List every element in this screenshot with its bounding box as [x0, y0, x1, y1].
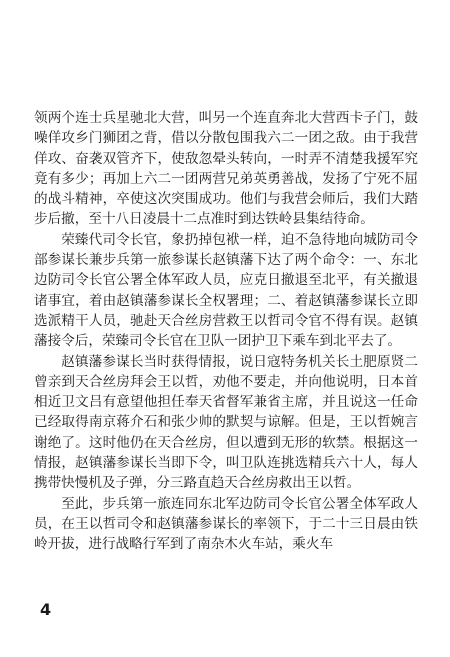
paragraph-2: 荣臻代司令长官，象扔掉包袱一样，迫不急待地向城防司令部参谋长兼步兵第一旅参谋长赵镇藩下达了两个命令：一、东北边防司令长官公署全体军政人员，应克日撤退至北平，有关撤退诸事宜，着由赵镇藩参谋长全权署理；二、着赵镇藩参谋长立即选派精干人员，驰赴天合丝房营救王以哲司令官不得有误。赵镇藩接令后，荣臻司令长官在卫队一团护卫下乘车到北平去了。 [34, 231, 418, 350]
paragraph-4: 至此，步兵第一旅连同东北军边防司令长官公署全体军政人员，在王以哲司令和赵镇藩参谋长的率领下，于二十三日晨由铁岭开拔，进行战略行军到了南杂木火车站，乘火车 [34, 495, 418, 553]
paragraph-1: 领两个连士兵星驰北大营，叫另一个连直奔北大营西卡子门，鼓噪佯攻乡门狮团之背，借以分散包围我六二一团之敌。由于我营佯攻、奋袭双管齐下，使敌忽晕头转向，一时弄不清楚我援军究竟有多少；再加上六二一团两营兄弟英勇善战，发扬了宁死不屈的战斗精神，卒使这次突围成功。他们与我营会师后，我们大踏步后撤，至十八日凌晨十二点准时到达铁岭县集结待命。 [34, 110, 418, 228]
paragraph-3: 赵镇藩参谋长当时获得情报，说日寇特务机关长土肥原贤二曾亲到天合丝房拜会王以哲，劝他不要走，并向他说明，日本首相近卫文吕有意望他担任奉天省督军兼省主席，并且说这一任命已经取得南京蒋介石和张少帅的默契与谅解。但是，王以哲婉言谢绝了。这时他仍在天合丝房，但以遭到无形的软禁。根据这一情报，赵镇藩参谋长当即下令，叫卫队连挑选精兵六十人，每人携带快慢机及子弹，分三路直趋天合丝房救出王以哲。 [34, 353, 418, 492]
page-number: 4 [40, 600, 52, 619]
body-text [34, 108, 418, 555]
